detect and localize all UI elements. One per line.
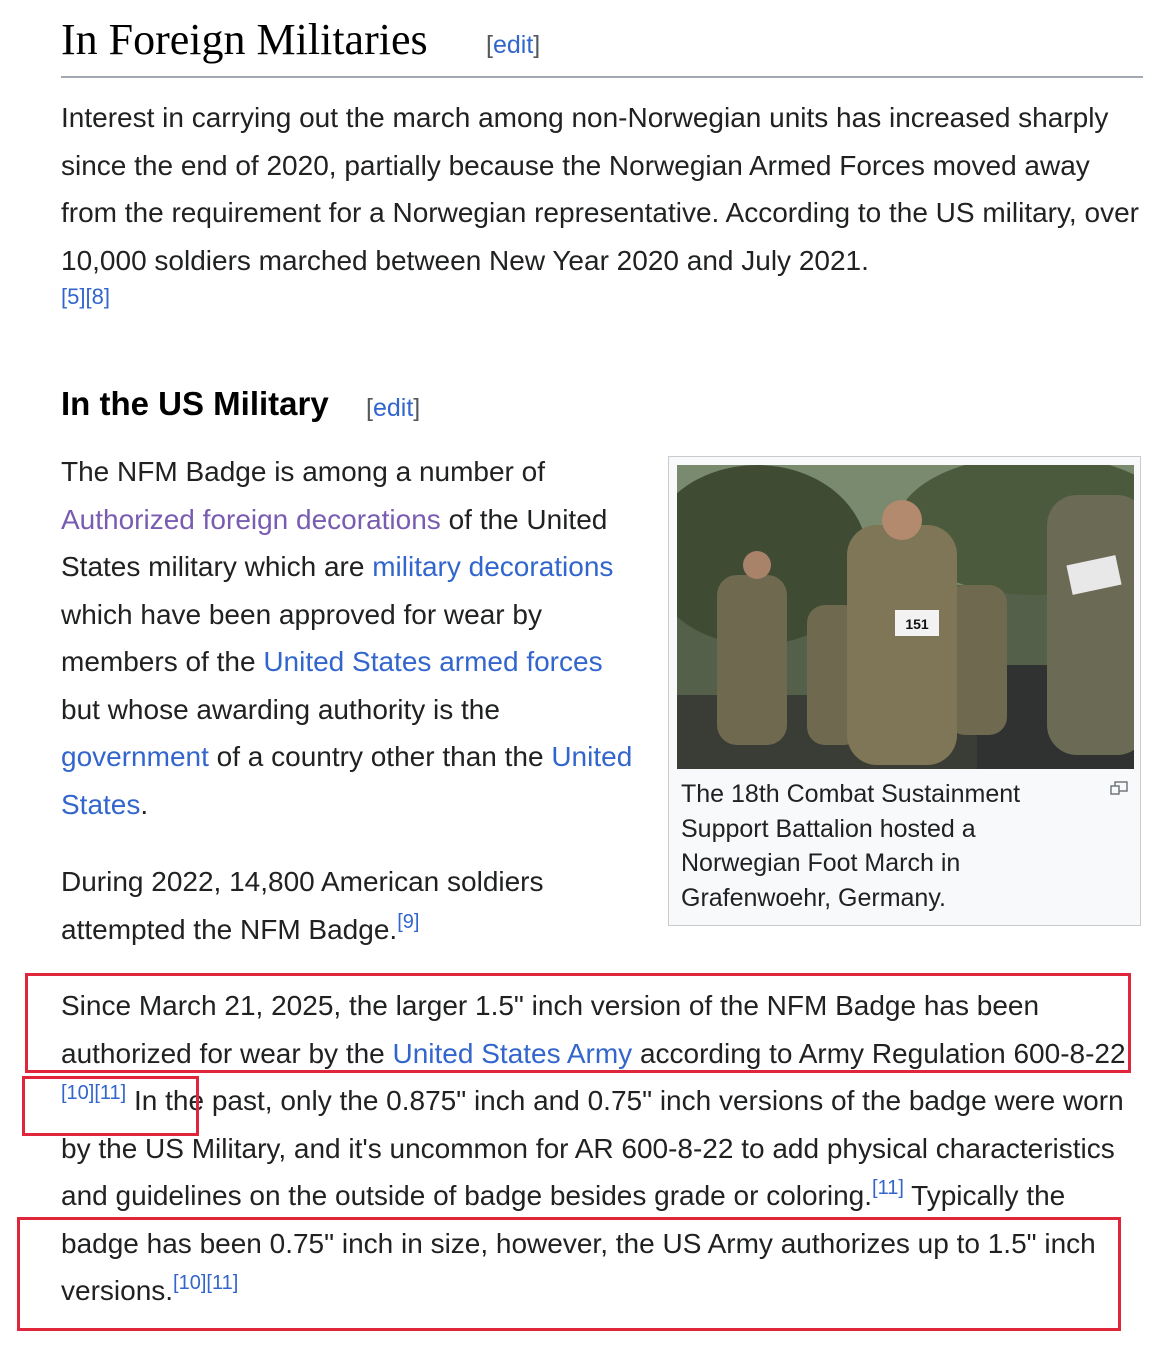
link-united-states-armed-forces[interactable]: United States armed forces [263, 646, 603, 677]
paragraph-nfm-badge: The NFM Badge is among a number of Authorized foreign decorations of the United States military which are military decorations which have been approved for wear by members of the United States armed forces but whose awarding authority is the government of a country other than the United States. [61, 456, 633, 820]
bib-number: 151 [905, 616, 929, 632]
link-united-states-army[interactable]: United States Army [392, 1037, 633, 1069]
link-government[interactable]: government [61, 741, 209, 772]
citation-11[interactable]: [11] [94, 1082, 127, 1104]
section-edit-link[interactable]: [edit] [486, 31, 541, 59]
soldiers-photo[interactable] [677, 465, 1134, 769]
paragraph-foreign [61, 94, 1151, 284]
photo-illustration [677, 465, 1134, 769]
edit-link[interactable]: edit [372, 394, 414, 422]
magnify-icon[interactable] [1110, 781, 1128, 795]
edit-link[interactable]: edit [492, 31, 534, 59]
link-military-decorations[interactable]: military decorations [372, 551, 614, 582]
paragraph-2022: During 2022, 14,800 American soldiers attempted the NFM Badge.[9] [61, 866, 544, 945]
citation-10[interactable]: [10] [61, 1082, 95, 1104]
paragraph-2025: Since March 21, 2025, the larger 1.5" inch version of the NFM Badge has been authorized for wear by the United States Army according to Army Regulation 600-8-22.[10][11] In the past, only the 0.875" inch and 0.75" inch versions of the badge were worn by the US Military, and it's uncommon for AR 600-8-22 to add physical characteristics and guidelines on the outside of badge besides grade or coloring.[11] Typically the badge has been 0.75" inch in size, however, the US Army authorizes up to 1.5" inch versions.[10][11] [61, 990, 1134, 1306]
section-title: In Foreign Militaries [61, 15, 428, 64]
highlight-box-typical-size [17, 1217, 1121, 1331]
citation-group [61, 282, 110, 312]
link-united-states[interactable]: United States [61, 741, 633, 820]
citation-9[interactable]: [9] [397, 910, 420, 933]
highlight-box-authorization [25, 973, 1131, 1073]
citation-8[interactable]: [8] [85, 284, 110, 309]
paragraph-text: Interest in carrying out the march among non-Norwegian units has increased sharply since the end of 2020, partially because the Norwegian Armed Forces moved away from the requirement for a Norwegian representative. According to the US military, over 10,000 soldiers marched between New Year 2020 and July 2021. [61, 102, 1139, 276]
link-authorized-foreign-decorations[interactable]: Authorized foreign decorations [61, 503, 441, 535]
citation-11[interactable]: [11] [872, 1177, 904, 1199]
highlight-box-citation [22, 1076, 199, 1136]
subsection-title: In the US Military [61, 385, 329, 422]
subsection-heading [61, 385, 329, 423]
citation-5[interactable]: [5] [61, 284, 86, 309]
figure-caption: The 18th Combat Sustainment Support Battalion hosted a Norwegian Foot March in Grafenwoehr, Germany. [681, 780, 1021, 912]
figure-thumbnail [668, 456, 1141, 926]
subsection-edit-link[interactable]: [edit] [366, 394, 421, 422]
citation-11[interactable]: [11] [206, 1272, 239, 1294]
section-heading [61, 12, 1143, 78]
citation-10[interactable]: [10] [173, 1272, 207, 1294]
